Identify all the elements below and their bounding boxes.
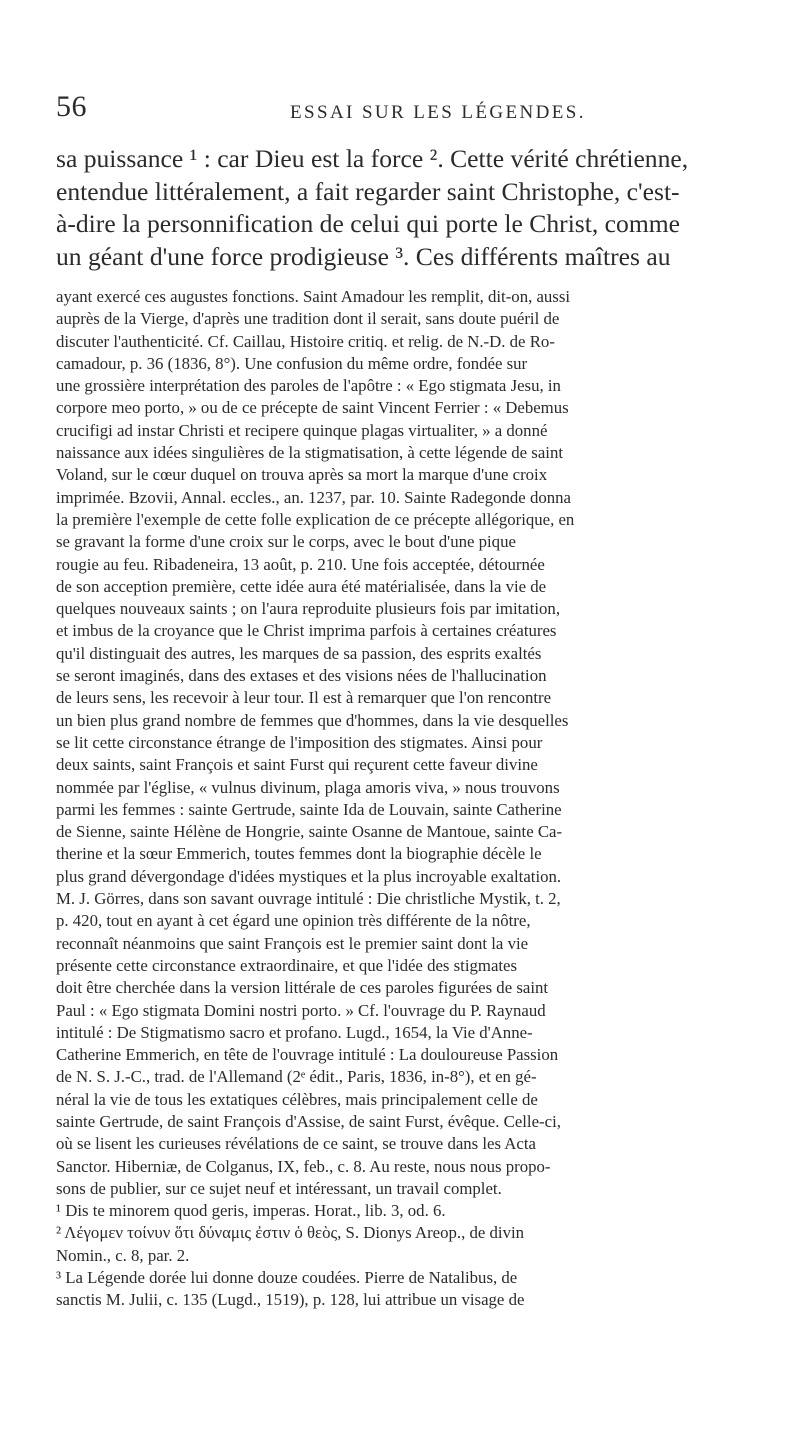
footnote-line: de son acception première, cette idée aura été matérialisée, dans la vie de xyxy=(56,576,547,596)
body-paragraph xyxy=(56,143,746,273)
body-line: un géant d'une force prodigieuse ³. Ces différents maîtres au xyxy=(56,241,671,271)
footnote-line: discuter l'authenticité. Cf. Caillau, Histoire critiq. et relig. de N.-D. de Ro- xyxy=(56,331,555,351)
footnote-line: intitulé : De Stigmatismo sacro et profano. Lugd., 1654, la Vie d'Anne- xyxy=(56,1022,533,1042)
footnote-line: ² Λέγομεν τοίνυν ὅτι δύναμις ἐστιν ὁ θεὸς, S. Dionys Areop., de divin xyxy=(56,1223,525,1243)
footnote-line: quelques nouveaux saints ; on l'aura reproduite plusieurs fois par imitation, xyxy=(56,599,561,619)
footnote-line: corpore meo porto, » ou de ce précepte de saint Vincent Ferrier : « Debemus xyxy=(56,398,569,418)
footnote-line: p. 420, tout en ayant à cet égard une opinion très différente de la nôtre, xyxy=(56,911,531,931)
footnote-line: plus grand dévergondage d'idées mystiques et la plus incroyable exaltation. xyxy=(56,866,562,886)
footnotes xyxy=(56,286,746,1312)
footnote-line: ayant exercé ces augustes fonctions. Saint Amadour les remplit, dit-on, aussi xyxy=(56,287,571,306)
footnote-line: un bien plus grand nombre de femmes que d'hommes, dans la vie desquelles xyxy=(56,710,569,730)
body-line: entendue littéralement, a fait regarder saint Christophe, c'est- xyxy=(56,176,680,206)
body-line: sa puissance ¹ : car Dieu est la force ². Cette vérité chrétienne, xyxy=(56,144,689,173)
footnote-line: naissance aux idées singulières de la stigmatisation, à cette légende de saint xyxy=(56,443,563,463)
footnote-line: Paul : « Ego stigmata Domini nostri porto. » Cf. l'ouvrage du P. Raynaud xyxy=(56,1000,546,1020)
footnote-line: camadour, p. 36 (1836, 8°). Une confusion du même ordre, fondée sur xyxy=(56,353,528,373)
footnote-line: et imbus de la croyance que le Christ imprima parfois à certaines créatures xyxy=(56,621,557,641)
footnote-line: la première l'exemple de cette folle explication de ce précepte allégorique, en xyxy=(56,509,575,529)
footnote-line: parmi les femmes : sainte Gertrude, sainte Ida de Louvain, sainte Catherine xyxy=(56,799,562,819)
footnote-line: se seront imaginés, dans des extases et des visions nées de l'hallucination xyxy=(56,666,547,686)
footnote-line: se lit cette circonstance étrange de l'imposition des stigmates. Ainsi pour xyxy=(56,732,543,752)
page-header xyxy=(56,90,746,130)
footnote-line: néral la vie de tous les extatiques célèbres, mais principalement celle de xyxy=(56,1089,538,1109)
footnote-line: Voland, sur le cœur duquel on trouva après sa mort la marque d'une croix xyxy=(56,465,548,485)
footnote-line: de Sienne, sainte Hélène de Hongrie, sainte Osanne de Mantoue, sainte Ca- xyxy=(56,822,563,842)
footnote-line: auprès de la Vierge, d'après une tradition dont il serait, sans doute puéril de xyxy=(56,309,560,329)
footnote-line: crucifigi ad instar Christi et recipere quinque plagas virtualiter, » a donné xyxy=(56,420,548,440)
footnote-line: Sanctor. Hiberniæ, de Colganus, IX, feb., c. 8. Au reste, nous nous propo- xyxy=(56,1156,551,1176)
footnote-line: doit être cherchée dans la version littérale de ces paroles figurées de saint xyxy=(56,978,549,998)
footnote-line: therine et la sœur Emmerich, toutes femmes dont la biographie décèle le xyxy=(56,844,542,864)
main-text xyxy=(56,143,746,273)
footnote-line: qu'il distinguait des autres, les marques de sa passion, des esprits exaltés xyxy=(56,643,542,663)
footnote-line: de leurs sens, les recevoir à leur tour. Il est à remarquer que l'on rencontre xyxy=(56,688,552,708)
footnote-line: nommée par l'église, « vulnus divinum, plaga amoris viva, » nous trouvons xyxy=(56,777,560,797)
footnote-line: sons de publier, sur ce sujet neuf et intéressant, un travail complet. xyxy=(56,1178,502,1198)
footnote-line: sanctis M. Julii, c. 135 (Lugd., 1519), p. 128, lui attribue un visage de xyxy=(56,1290,525,1310)
footnote-line: de N. S. J.-C., trad. de l'Allemand (2ᵉ édit., Paris, 1836, in-8°), et en gé- xyxy=(56,1067,537,1087)
running-head: ESSAI SUR LES LÉGENDES. xyxy=(290,102,586,123)
footnote-line: reconnaît néanmoins que saint François est le premier saint dont la vie xyxy=(56,933,529,953)
footnote-line: présente cette circonstance extraordinaire, et que l'idée des stigmates xyxy=(56,955,518,975)
footnote-line: deux saints, saint François et saint Furst qui reçurent cette faveur divine xyxy=(56,755,538,775)
footnote-line: une grossière interprétation des paroles de l'apôtre : « Ego stigmata Jesu, in xyxy=(56,376,561,396)
body-line: à-dire la personnification de celui qui porte le Christ, comme xyxy=(56,209,680,238)
footnote-line: rougie au feu. Ribadeneira, 13 août, p. 210. Une fois acceptée, détournée xyxy=(56,554,545,574)
footnote-line: Catherine Emmerich, en tête de l'ouvrage intitulé : La douloureuse Passion xyxy=(56,1045,559,1065)
page-number: 56 xyxy=(56,90,87,123)
footnote-line: ¹ Dis te minorem quod geris, imperas. Horat., lib. 3, od. 6. xyxy=(56,1201,446,1221)
footnote-line: sainte Gertrude, de saint François d'Assise, de saint Furst, évêque. Celle-ci, xyxy=(56,1111,561,1131)
footnote-line: Nomin., c. 8, par. 2. xyxy=(56,1245,190,1265)
footnote-line: M. J. Görres, dans son savant ouvrage intitulé : Die christliche Mystik, t. 2, xyxy=(56,889,561,909)
footnote-line: où se lisent les curieuses révélations de ce saint, se trouve dans les Acta xyxy=(56,1134,536,1154)
footnote-line: ³ La Légende dorée lui donne douze coudées. Pierre de Natalibus, de xyxy=(56,1268,518,1288)
footnote-line: se gravant la forme d'une croix sur le corps, avec le bout d'une pique xyxy=(56,532,516,552)
footnote-line: imprimée. Bzovii, Annal. eccles., an. 1237, par. 10. Sainte Radegonde donna xyxy=(56,487,571,507)
